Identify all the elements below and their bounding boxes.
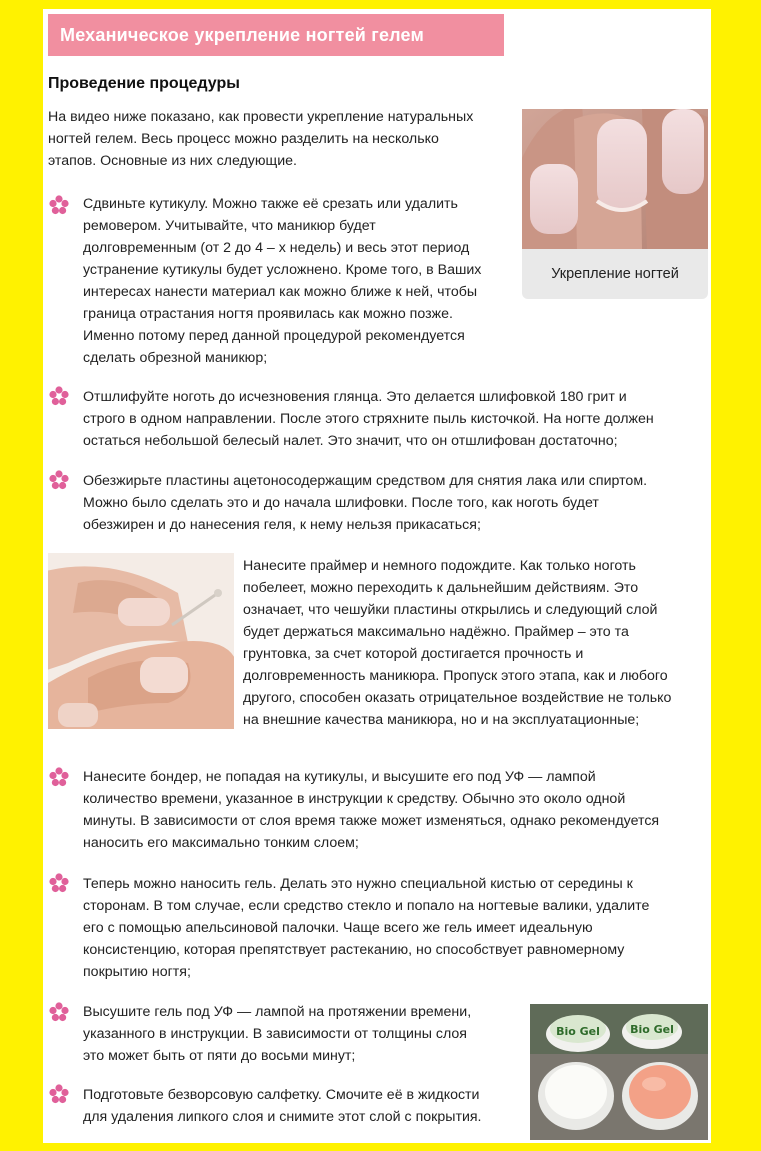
flower-icon xyxy=(49,195,69,215)
step-line: Высушите гель под УФ — лампой на протяжении времени, xyxy=(83,1004,472,1020)
flower-icon xyxy=(49,386,69,406)
step-line: Именно потому перед данной процедурой рекомендуется xyxy=(83,328,465,344)
step-line: на внешние качества маникюра, но и на эксплуатационные; xyxy=(243,712,640,728)
step-line: побелеет, можно переходить к дальнейшим действиям. Это xyxy=(243,580,639,596)
jar-label: Bio Gel xyxy=(556,1025,600,1038)
nails-photo-caption: Укрепление ногтей xyxy=(522,249,708,299)
hands-photo xyxy=(48,553,234,729)
flower-icon xyxy=(49,1084,69,1104)
flower-icon xyxy=(49,767,69,787)
step-line: Отшлифуйте ноготь до исчезновения глянца. Это делается шлифовкой 180 грит и xyxy=(83,389,627,405)
step-line: другого, способен оказать отрицательное воздействие не только xyxy=(243,690,672,706)
hands-photo-graphic xyxy=(48,553,234,729)
step-line: устранение кутикулы будет усложнено. Кроме того, в Ваших xyxy=(83,262,482,278)
step-line: грунтовка, за счет которой достигается прочность и xyxy=(243,646,584,662)
step-line: наносить его максимально тонким слоем; xyxy=(83,835,359,851)
step-line: Сдвиньте кутикулу. Можно также её срезать или удалить xyxy=(83,196,458,212)
step-line: интересах нанести материал как можно ближе к ней, чтобы xyxy=(83,284,478,300)
step-line: Нанесите праймер и немного подождите. Как только ноготь xyxy=(243,558,636,574)
jar-label: Bio Gel xyxy=(630,1023,674,1036)
step-line: указанного в инструкции. В зависимости от толщины слоя xyxy=(83,1026,467,1042)
step-line: консистенцию, которая препятствует растеканию, но способствует равномерному xyxy=(83,942,625,958)
step-line: сделать обрезной маникюр; xyxy=(83,350,268,366)
intro-line: этапов. Основные из них следующие. xyxy=(48,153,297,169)
step-line: сторонам. В том случае, если средство стекло и попало на ногтевые валики, удалите xyxy=(83,898,650,914)
step-item xyxy=(83,470,647,536)
intro-line: На видео ниже показано, как провести укрепление натуральных xyxy=(48,109,474,125)
step-line: остаться небольшой белесый налет. Это значит, что он отшлифован достаточно; xyxy=(83,433,618,449)
flower-icon xyxy=(49,873,69,893)
gel-jars-photo xyxy=(530,1004,708,1140)
step-item xyxy=(83,386,654,452)
step-line: обезжирен и до нанесения геля, к нему нельзя прикасаться; xyxy=(83,517,481,533)
step-line: долговременным (от 2 до 4 – х недель) и весь этот период xyxy=(83,240,470,256)
nails-photo-graphic xyxy=(522,109,708,249)
step-line: Можно было сделать это и до начала шлифовки. После того, как ноготь будет xyxy=(83,495,599,511)
article-banner: Механическое укрепление ногтей гелем xyxy=(48,14,504,56)
step-line: граница отрастания ногтя проявилась как можно позже. xyxy=(83,306,453,322)
section-title: Проведение процедуры xyxy=(48,75,240,92)
step-line: минуты. В зависимости от слоя время также может изменяться, однако рекомендуется xyxy=(83,813,660,829)
step-item xyxy=(83,873,649,983)
intro-paragraph xyxy=(48,106,473,172)
step-line: ремовером. Учитывайте, что маникюр будет xyxy=(83,218,376,234)
step-line: это может быть от пяти до восьми минут; xyxy=(83,1048,356,1064)
step-item xyxy=(83,1084,482,1128)
flower-icon xyxy=(49,1002,69,1022)
flower-icon xyxy=(49,470,69,490)
step-line: будет держаться максимально надёжно. Праймер – это та xyxy=(243,624,629,640)
step-line: покрытию ногтя; xyxy=(83,964,191,980)
intro-line: ногтей гелем. Весь процесс можно разделить на несколько xyxy=(48,131,439,147)
step-item xyxy=(83,1001,471,1067)
nails-photo xyxy=(522,109,708,249)
step-item xyxy=(83,766,659,854)
article-page xyxy=(43,9,711,1143)
step-line: означает, что чешуйки пластины открылись и следующий слой xyxy=(243,602,658,618)
step-line: Нанесите бондер, не попадая на кутикулы, и высушите его под УФ — лампой xyxy=(83,769,596,785)
step-line: для удаления липкого слоя и снимите этот слой с покрытия. xyxy=(83,1109,482,1125)
step-line: количество времени, указанное в инструкции к средству. Обычно это около одной xyxy=(83,791,626,807)
gel-jars-graphic xyxy=(530,1004,708,1140)
step-line: строго в одном направлении. После этого стряхните пыль кисточкой. На ногте должен xyxy=(83,411,654,427)
step-line: Теперь можно наносить гель. Делать это нужно специальной кистью от середины к xyxy=(83,876,633,892)
step-item xyxy=(83,193,481,369)
step-item xyxy=(243,555,671,731)
step-line: долговременность маникюра. Пропуск этого этапа, как и любого xyxy=(243,668,668,684)
step-line: Подготовьте безворсовую салфетку. Смочите её в жидкости xyxy=(83,1087,480,1103)
step-line: его с помощью апельсиновой палочки. Чаще всего же гель имеет идеальную xyxy=(83,920,593,936)
step-line: Обезжирьте пластины ацетоносодержащим средством для снятия лака или спиртом. xyxy=(83,473,648,489)
